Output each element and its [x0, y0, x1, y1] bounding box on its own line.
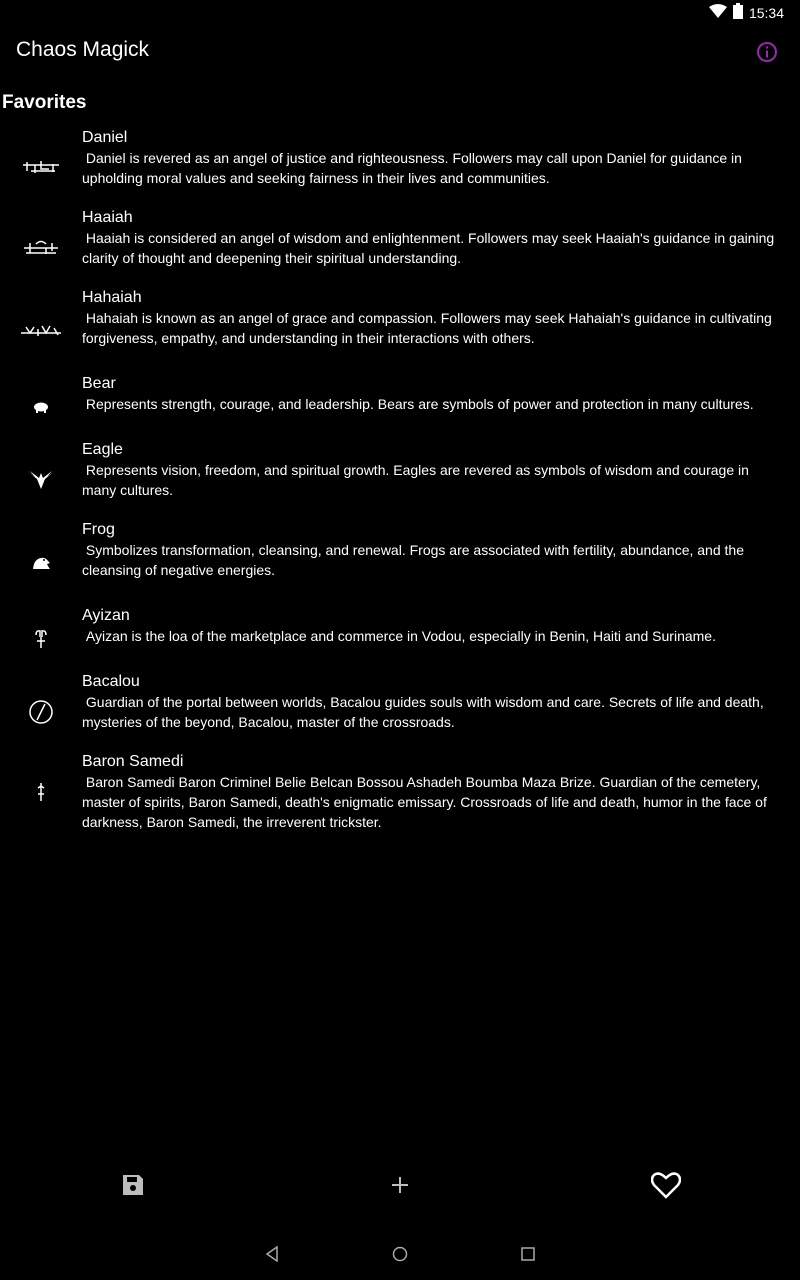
- bacalou-veve-icon: [0, 672, 82, 752]
- item-name: Bear: [82, 375, 116, 392]
- item-description: Guardian of the portal between worlds, Bacalou guides souls with wisdom and care. Secrets of life and death, mysteries of the beyond, Bacalou, master of the crossroads.: [82, 694, 768, 730]
- item-description: Represents vision, freedom, and spiritual growth. Eagles are revered as symbols of wisdom and courage in many cultures.: [82, 462, 753, 498]
- system-recents-button[interactable]: [516, 1244, 540, 1268]
- item-name: Frog: [82, 521, 115, 538]
- list-item[interactable]: [0, 128, 800, 208]
- list-item[interactable]: [0, 752, 800, 832]
- status-icons: [709, 3, 784, 22]
- back-triangle-icon: [265, 1246, 279, 1267]
- battery-icon: [733, 3, 743, 22]
- system-home-button[interactable]: [388, 1244, 412, 1268]
- system-back-button[interactable]: [260, 1244, 284, 1268]
- list-item[interactable]: [0, 672, 800, 752]
- recents-square-icon: [521, 1247, 535, 1266]
- list-item[interactable]: [0, 374, 800, 440]
- frog-icon: [0, 520, 82, 606]
- info-icon: [756, 50, 778, 67]
- list-item[interactable]: [0, 440, 800, 520]
- home-circle-icon: [392, 1246, 408, 1267]
- item-name: Daniel: [82, 129, 128, 146]
- section-title-favorites: Favorites: [2, 92, 87, 113]
- item-name: Haaiah: [82, 209, 133, 226]
- item-description: Daniel is revered as an angel of justice and righteousness. Followers may call upon Daniel for guidance in upholding moral values and seeking fairness in their lives and communities.: [82, 150, 746, 186]
- bottom-navigation: [0, 1155, 800, 1219]
- item-name: Baron Samedi: [82, 753, 184, 770]
- list-item[interactable]: [0, 208, 800, 288]
- status-time: 15:34: [748, 4, 784, 21]
- list-item[interactable]: [0, 606, 800, 672]
- favorites-list: [0, 128, 800, 832]
- info-button[interactable]: [756, 41, 778, 63]
- add-button[interactable]: [384, 1171, 416, 1203]
- eagle-icon: [0, 440, 82, 520]
- item-description: Represents strength, courage, and leadership. Bears are symbols of power and protection in many cultures.: [82, 396, 754, 412]
- system-navigation-bar: [0, 1232, 800, 1280]
- item-name: Hahaiah: [82, 289, 142, 306]
- bear-icon: [0, 374, 82, 440]
- list-item[interactable]: [0, 288, 800, 374]
- status-bar: [0, 0, 800, 24]
- item-description: Hahaiah is known as an angel of grace and compassion. Followers may seek Hahaiah's guidance in cultivating forgiveness, empathy, and understanding in their interactions with others.: [82, 310, 776, 346]
- favorites-button[interactable]: [650, 1171, 682, 1203]
- baron-samedi-veve-icon: [0, 752, 82, 832]
- item-description: Haaiah is considered an angel of wisdom and enlightenment. Followers may seek Haaiah's guidance in gaining clarity of thought and deepening their spiritual understanding.: [82, 230, 779, 266]
- item-name: Eagle: [82, 441, 123, 458]
- haaiah-sigil-icon: [0, 208, 82, 288]
- save-icon: [122, 1174, 144, 1201]
- list-item[interactable]: [0, 520, 800, 606]
- app-bar: [0, 24, 800, 80]
- item-description: Symbolizes transformation, cleansing, and renewal. Frogs are associated with fertility, abundance, and the cleansing of negative energies.: [82, 542, 748, 578]
- item-description: Baron Samedi Baron Criminel Belie Belcan Bossou Ashadeh Boumba Maza Brize. Guardian of the cemetery, master of spirits, Baron Samedi, death's enigmatic emissary. Crossroads of life and death, humor in the face of darkness, Baron Samedi, the irreverent trickster.: [82, 774, 771, 830]
- daniel-sigil-icon: [0, 128, 82, 208]
- item-name: Ayizan: [82, 607, 130, 624]
- app-title: Chaos Magick: [16, 38, 150, 61]
- plus-icon: [391, 1176, 409, 1199]
- item-description: Ayizan is the loa of the marketplace and commerce in Vodou, especially in Benin, Haiti and Suriname.: [82, 628, 716, 644]
- hahaiah-sigil-icon: [0, 288, 82, 374]
- wifi-icon: [709, 4, 727, 21]
- ayizan-veve-icon: [0, 606, 82, 672]
- save-button[interactable]: [117, 1171, 149, 1203]
- item-name: Bacalou: [82, 673, 140, 690]
- heart-icon: [651, 1171, 681, 1204]
